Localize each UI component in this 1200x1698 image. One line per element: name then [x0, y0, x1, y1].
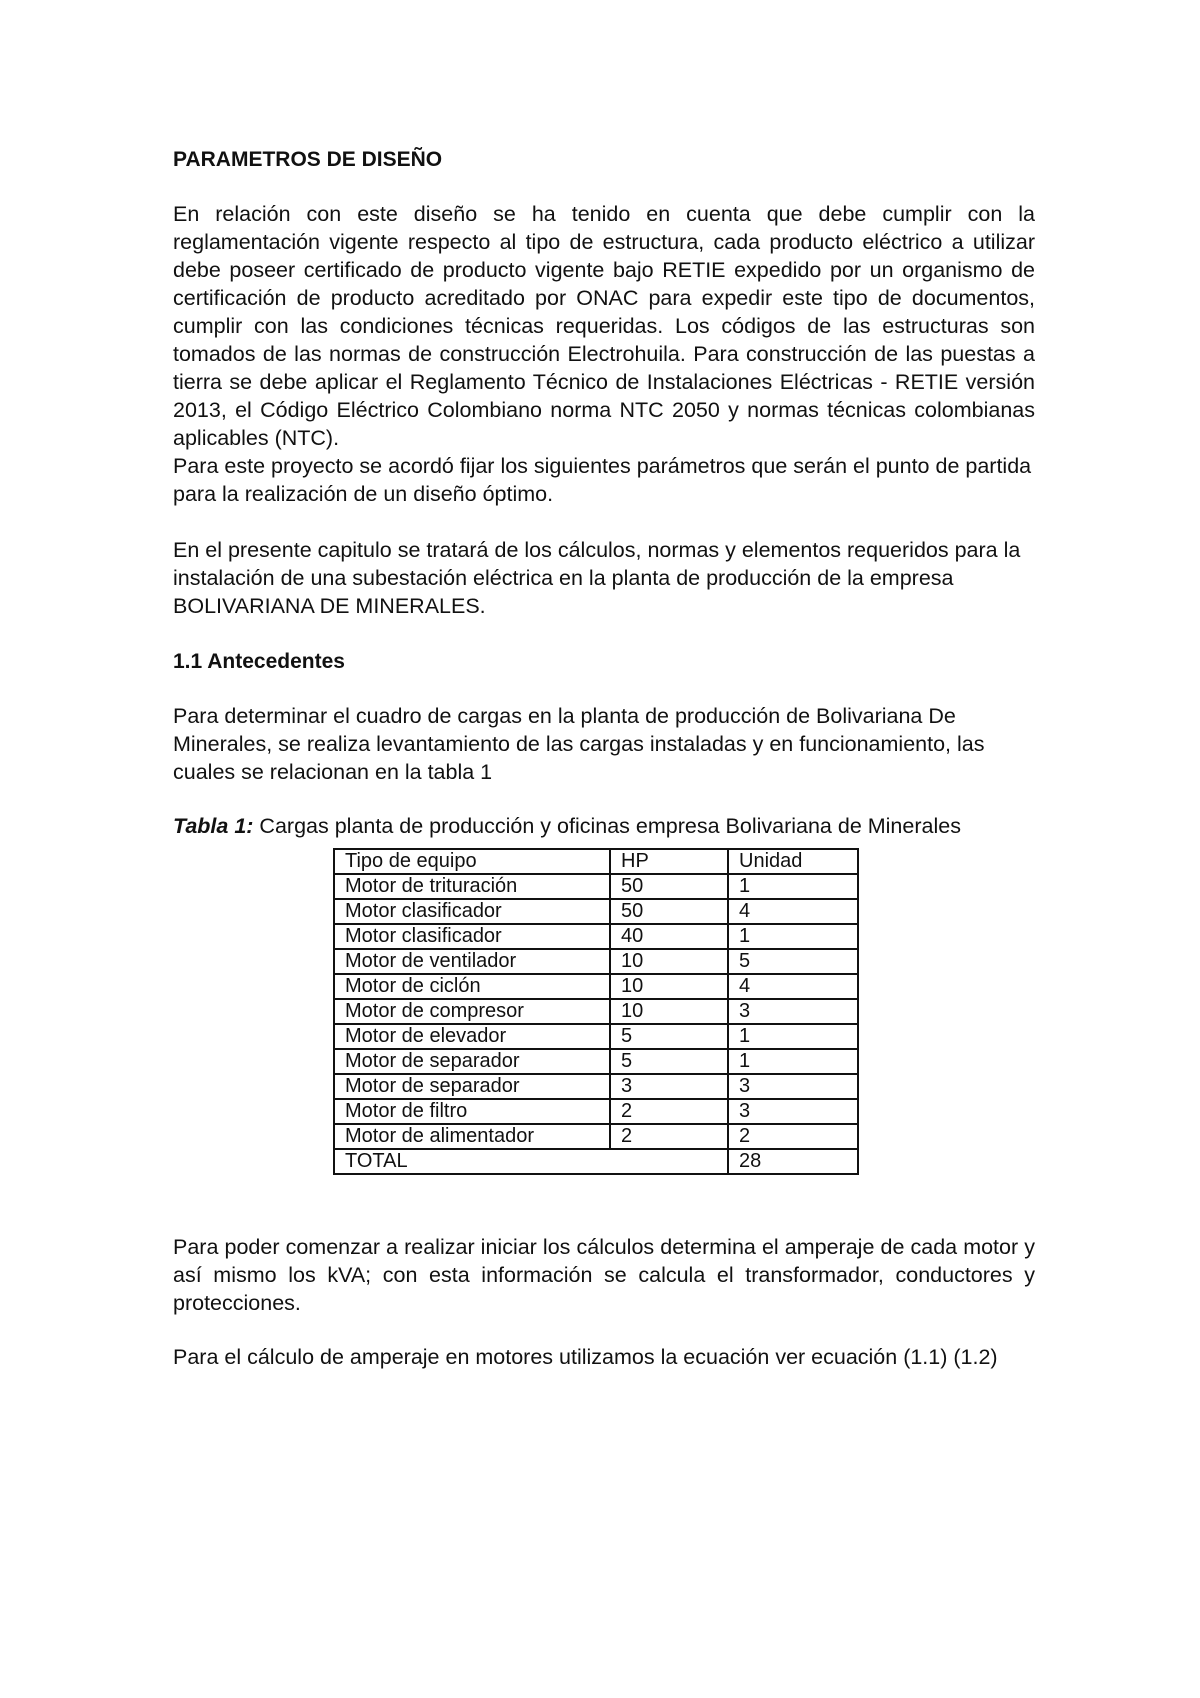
table-header-cell: Unidad — [728, 849, 858, 874]
table-header-cell: HP — [610, 849, 728, 874]
table-caption-text: Cargas planta de producción y oficinas empresa Bolivariana de Minerales — [253, 814, 961, 838]
table-cell: Motor clasificador — [334, 924, 610, 949]
table-row — [334, 1099, 858, 1124]
params-paragraph: Para este proyecto se acordó fijar los siguientes parámetros que serán el punto de partida para la realización de un diseño óptimo. — [173, 454, 1032, 506]
table-cell: 4 — [728, 899, 858, 924]
table-cell: Motor de ciclón — [334, 974, 610, 999]
table-cell: 1 — [728, 874, 858, 899]
table-cell: 2 — [728, 1124, 858, 1149]
table-cell: Motor de ventilador — [334, 949, 610, 974]
table-total-label: TOTAL — [334, 1149, 728, 1174]
table-caption — [173, 812, 1035, 840]
amperage-paragraph: Para el cálculo de amperaje en motores utilizamos la ecuación ver ecuación (1.1) (1.2) — [173, 1345, 998, 1369]
table-cell: 3 — [610, 1074, 728, 1099]
table-cell: Motor de compresor — [334, 999, 610, 1024]
table-row — [334, 1124, 858, 1149]
table-cell: 5 — [610, 1024, 728, 1049]
table-row — [334, 899, 858, 924]
table-caption-label: Tabla 1: — [173, 814, 254, 838]
document-page — [173, 146, 1035, 1371]
table-cell: Motor de elevador — [334, 1024, 610, 1049]
table-cell: 1 — [728, 1024, 858, 1049]
table-cell: 10 — [610, 974, 728, 999]
table-cell: 40 — [610, 924, 728, 949]
table-cell: Motor de separador — [334, 1074, 610, 1099]
table-row — [334, 1024, 858, 1049]
table-row — [334, 999, 858, 1024]
table-row — [334, 974, 858, 999]
table-cell: 1 — [728, 1049, 858, 1074]
table-cell: 10 — [610, 949, 728, 974]
table-row — [334, 874, 858, 899]
table-total-value: 28 — [728, 1149, 858, 1174]
table-total-row — [334, 1149, 858, 1174]
table-header-row — [334, 849, 858, 874]
page-title: PARAMETROS DE DISEÑO — [173, 148, 443, 171]
table-cell: Motor clasificador — [334, 899, 610, 924]
table-cell: 10 — [610, 999, 728, 1024]
table-row — [334, 924, 858, 949]
table-cell: Motor de trituración — [334, 874, 610, 899]
table-cell: 5 — [610, 1049, 728, 1074]
loads-table — [333, 848, 859, 1175]
table-cell: 1 — [728, 924, 858, 949]
table-row — [334, 1049, 858, 1074]
table-cell: 50 — [610, 874, 728, 899]
table-cell: 3 — [728, 999, 858, 1024]
background-paragraph: Para determinar el cuadro de cargas en la planta de producción de Bolivariana De Minerales, se realiza levantamiento de las cargas instaladas y en funcionamiento, las cuales se relacionan en la tabla 1 — [173, 704, 985, 784]
chapter-paragraph: En el presente capitulo se tratará de los cálculos, normas y elementos requeridos para la instalación de una subestación eléctrica en la planta de producción de la empresa BOLIVARIANA DE MINERALES. — [173, 538, 1021, 618]
table-cell: 3 — [728, 1074, 858, 1099]
table-cell: 5 — [728, 949, 858, 974]
table-cell: Motor de separador — [334, 1049, 610, 1074]
section-heading: 1.1 Antecedentes — [173, 650, 345, 673]
table-cell: 4 — [728, 974, 858, 999]
table-row — [334, 949, 858, 974]
intro-paragraph: En relación con este diseño se ha tenido en cuenta que debe cumplir con la reglamentación vigente respecto al tipo de estructura, cada producto eléctrico a utilizar debe poseer certificado de producto vigente bajo RETIE expedido por un organismo de certificación de producto acreditado por ONAC para expedir este tipo de documentos, cumplir con las condiciones técnicas requeridas. Los códigos de las estructuras son tomados de las normas de construcción Electrohuila. Para construcción de las puestas a tierra se debe aplicar el Reglamento Técnico de Instalaciones Eléctricas - RETIE versión 2013, el Código Eléctrico Colombiano norma NTC 2050 y normas técnicas colombianas aplicables (NTC). — [173, 202, 1035, 450]
table-cell: 50 — [610, 899, 728, 924]
table-cell: 2 — [610, 1124, 728, 1149]
table-header-cell: Tipo de equipo — [334, 849, 610, 874]
table-cell: Motor de filtro — [334, 1099, 610, 1124]
calc-paragraph: Para poder comenzar a realizar iniciar los cálculos determina el amperaje de cada motor y así mismo los kVA; con esta información se calcula el transformador, conductores y protecciones. — [173, 1235, 1035, 1315]
table-cell: Motor de alimentador — [334, 1124, 610, 1149]
table-cell: 3 — [728, 1099, 858, 1124]
table-row — [334, 1074, 858, 1099]
table-cell: 2 — [610, 1099, 728, 1124]
